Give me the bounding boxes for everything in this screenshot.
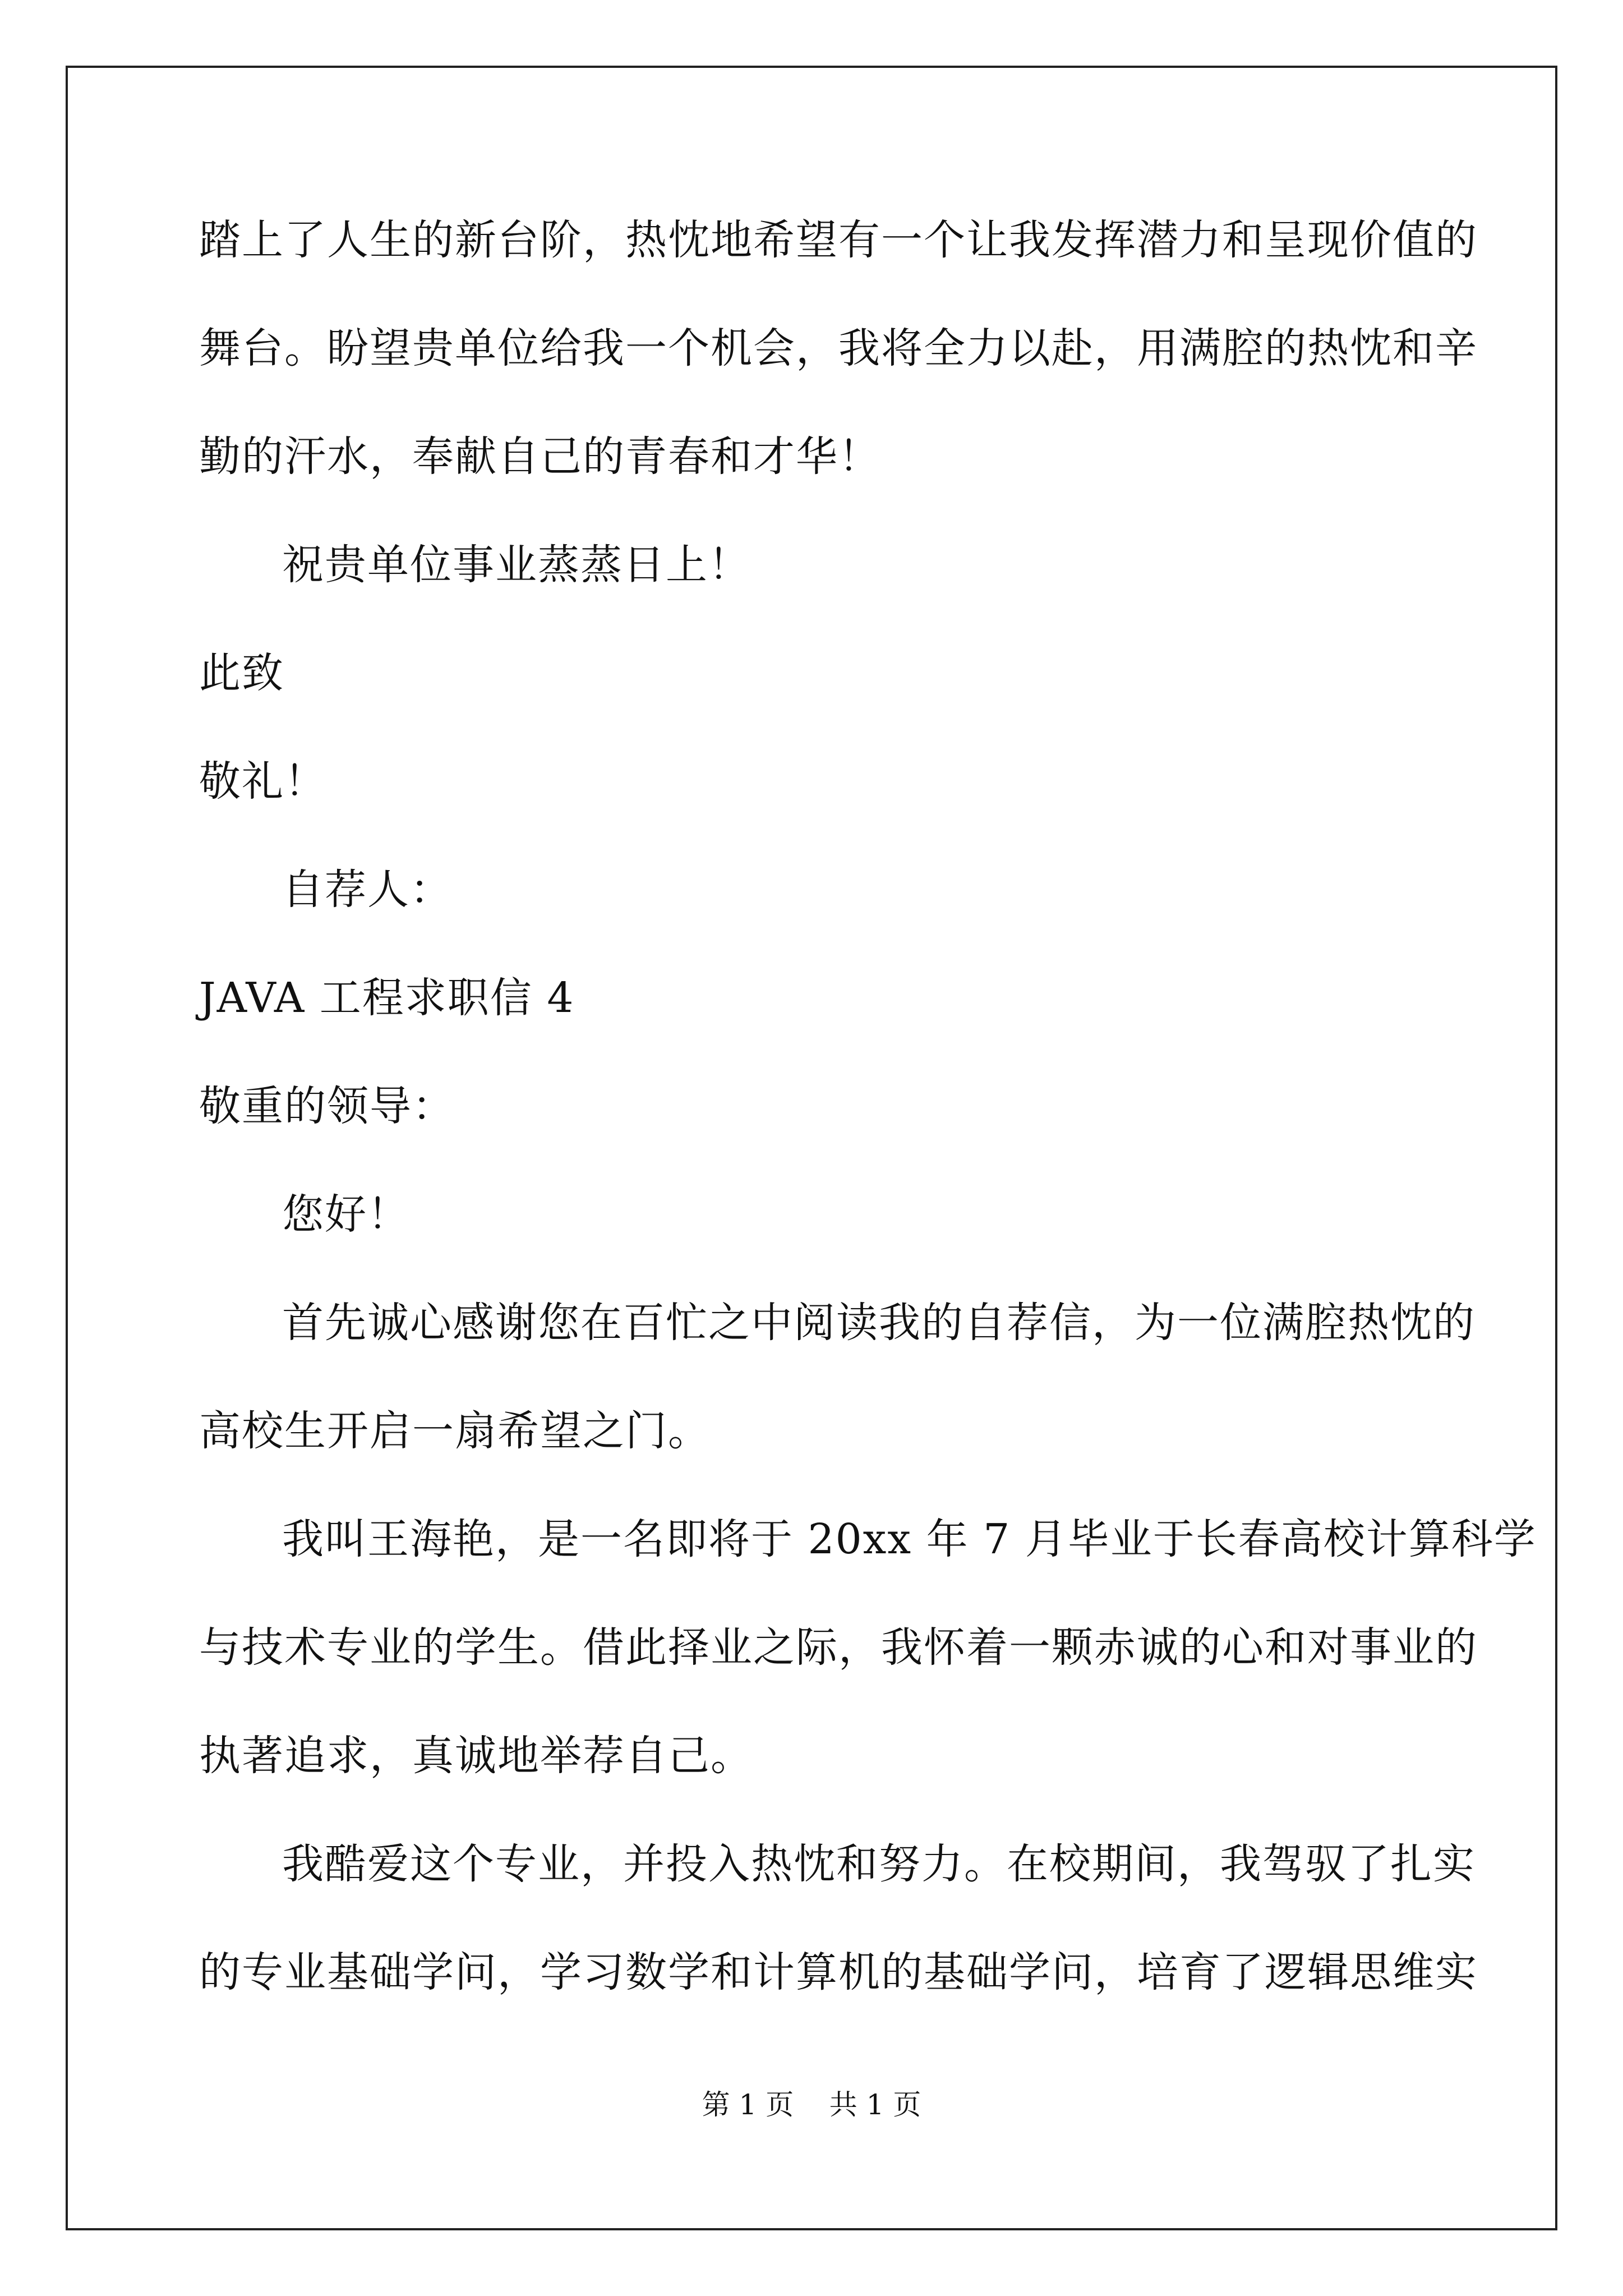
page-footer: 第 1 页 共 1 页 [702,2088,921,2121]
text-line: 踏上了人生的新台阶，热忱地希望有一个让我发挥潜力和呈现价值的 [199,216,1478,264]
document-body [199,213,1537,2054]
text-line: 首先诚心感谢您在百忙之中阅读我的自荐信，为一位满腔热忱的 [282,1299,1476,1347]
text-line: 与技术专业的学生。借此择业之际，我怀着一颗赤诚的心和对事业的 [199,1623,1478,1672]
text-line: 我酷爱这个专业，并投入热忱和努力。在校期间，我驾驭了扎实 [282,1840,1476,1888]
text-line: 自荐人： [282,866,453,914]
text-line: 勤的汗水，奉献自己的青春和才华！ [199,432,881,481]
text-line: 您好！ [282,1190,410,1239]
text-line: 敬礼！ [199,757,327,806]
text-line: 此致 [199,649,284,697]
text-line: JAVA 工程求职信 4 [199,974,575,1022]
text-line: 祝贵单位事业蒸蒸日上！ [282,541,751,589]
text-line: 舞台。盼望贵单位给我一个机会，我将全力以赴，用满腔的热忱和辛 [199,324,1478,372]
text-line: 我叫王海艳，是一名即将于 20xx 年 7 月毕业于长春高校计算科学 [282,1515,1537,1563]
text-line: 的专业基础学问，学习数学和计算机的基础学问，培育了逻辑思维实 [199,1948,1478,1996]
text-line: 敬重的领导： [199,1082,455,1130]
text-line: 执著追求，真诚地举荐自己。 [199,1732,753,1780]
text-line: 高校生开启一扇希望之门。 [199,1407,711,1455]
